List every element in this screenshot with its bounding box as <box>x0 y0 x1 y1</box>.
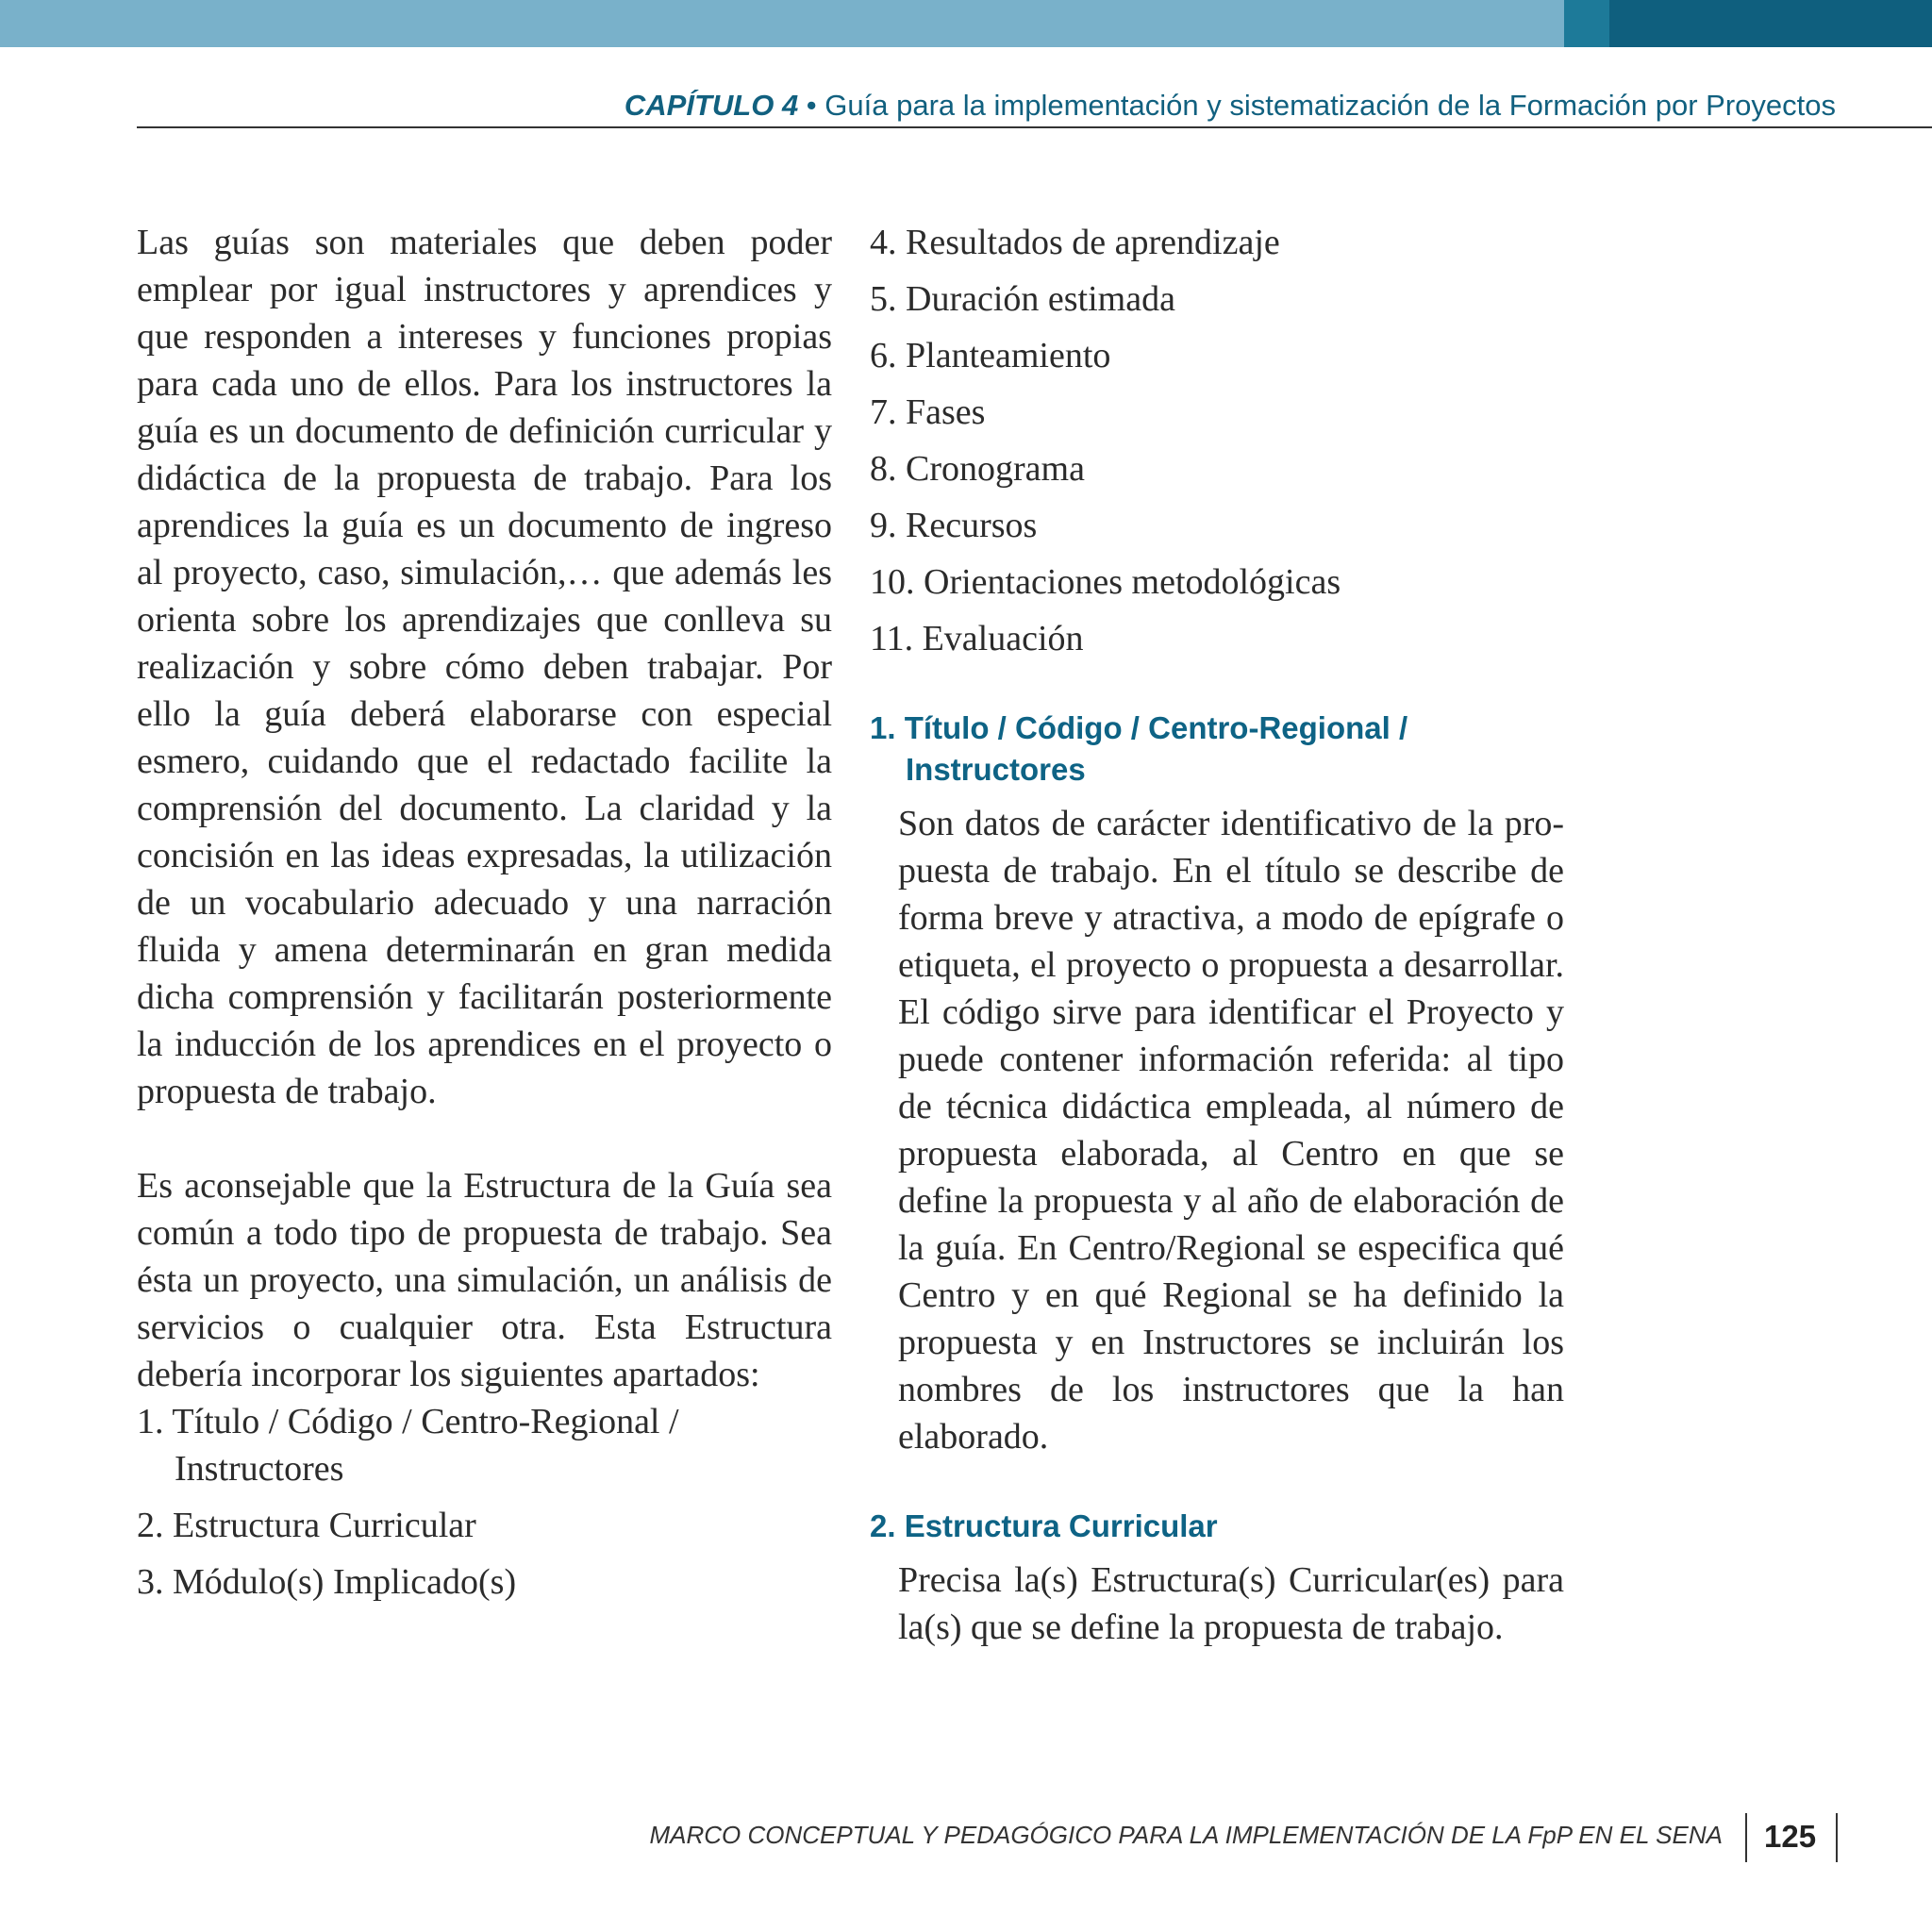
list-item: 7. Fases <box>870 392 986 432</box>
section-heading-estructura: 2. Estructura Curricular <box>870 1508 1218 1543</box>
list-item: 9. Recursos <box>870 506 1038 545</box>
list-item: 8. Cronograma <box>870 449 1085 489</box>
running-header <box>625 89 1836 123</box>
page-footer <box>0 1809 1817 1866</box>
sections-list-part1 <box>137 1398 832 1606</box>
list-item: 4. Resultados de aprendizaje <box>870 223 1280 262</box>
header-rule <box>137 126 1932 128</box>
intro-paragraph: Las guías son materiales que deben poder emplear por igual instructores y aprendices y que responden a intereses y funciones propias para cada uno de ellos. Para los instructores la guía es un documento de definición curricular y didáctica de la propuesta de trabajo. Para los aprendices la guía es un documento de ingreso al proyecto, caso, simulación,… que además les orienta sobre los aprendizajes que conlleva su realización y sobre cómo deben trabajar. Por ello la guía deberá elaborarse con especial esmero, cuidando que el redactado facilite la comprensión del documento. La claridad y la concisión en las ideas expresadas, la utilización de un vocabulario adecuado y una narración fluida y amena determinarán en gran medida dicha comprensión y facilitarán posteriormente la inducción de los aprendices en el proyecto o propuesta de trabajo. <box>137 223 832 1111</box>
header-bullet: • <box>798 89 825 122</box>
list-item: 1. Título / Código / Centro-Regional / Instructores <box>137 1402 679 1489</box>
section-heading-titulo: 1. Título / Código / Centro-Regional / Instructores <box>870 710 1408 787</box>
sections-list-part2 <box>870 219 1564 662</box>
list-item: 10. Orientaciones metodológicas <box>870 562 1341 602</box>
right-column <box>870 219 1564 1651</box>
top-band-light <box>0 0 1564 47</box>
footer-text: MARCO CONCEPTUAL Y PEDAGÓGICO PARA LA IMPLEMENTACIÓN DE LA FpP EN EL SENA <box>649 1821 1723 1849</box>
footer-divider <box>1745 1813 1747 1862</box>
left-column <box>137 219 832 1615</box>
footer-divider <box>1836 1813 1838 1862</box>
list-item: 3. Módulo(s) Implicado(s) <box>137 1562 517 1602</box>
list-item: 6. Planteamiento <box>870 336 1111 375</box>
top-band-mid <box>1564 0 1609 47</box>
list-item: 11. Evaluación <box>870 619 1084 658</box>
top-band-dark <box>1609 0 1932 47</box>
top-color-band <box>0 0 1932 47</box>
list-item: 2. Estructura Curricular <box>137 1506 476 1545</box>
chapter-label: CAPÍTULO 4 <box>624 89 799 122</box>
list-item: 5. Duración estimada <box>870 279 1175 319</box>
structure-paragraph: Es aconsejable que la Estructura de la Guía sea común a todo tipo de propuesta de trabajo. Sea ésta un proyecto, una simulación, un análisis de servicios o cualquier otra. Esta Estructura debería incorporar los siguientes apartados: <box>137 1166 832 1394</box>
section-body-titulo: Son datos de carácter identificativo de la propuesta de trabajo. En el título se describe de forma breve y atractiva, a modo de epígrafe o etiqueta, el proyecto o propuesta a desarrollar. El código sirve para identificar el Proyecto y puede contener información referida: al tipo de técnica didáctica empleada, al número de propuesta elaborada, al Centro en que se define la propuesta y al año de elaboración de la guía. En Centro/Regional se especifica qué Centro y en qué Regional se ha definido la propuesta y en Instructores se incluirán los nombres de los instructores que la han elaborado. <box>898 804 1564 1457</box>
section-body-estructura: Precisa la(s) Estructura(s) Curricular(es) para la(s) que se define la propuesta de trabajo. <box>898 1560 1564 1647</box>
chapter-title: Guía para la implementación y sistematización de la Formación por Proyectos <box>824 89 1836 122</box>
page-number: 125 <box>1764 1819 1817 1854</box>
